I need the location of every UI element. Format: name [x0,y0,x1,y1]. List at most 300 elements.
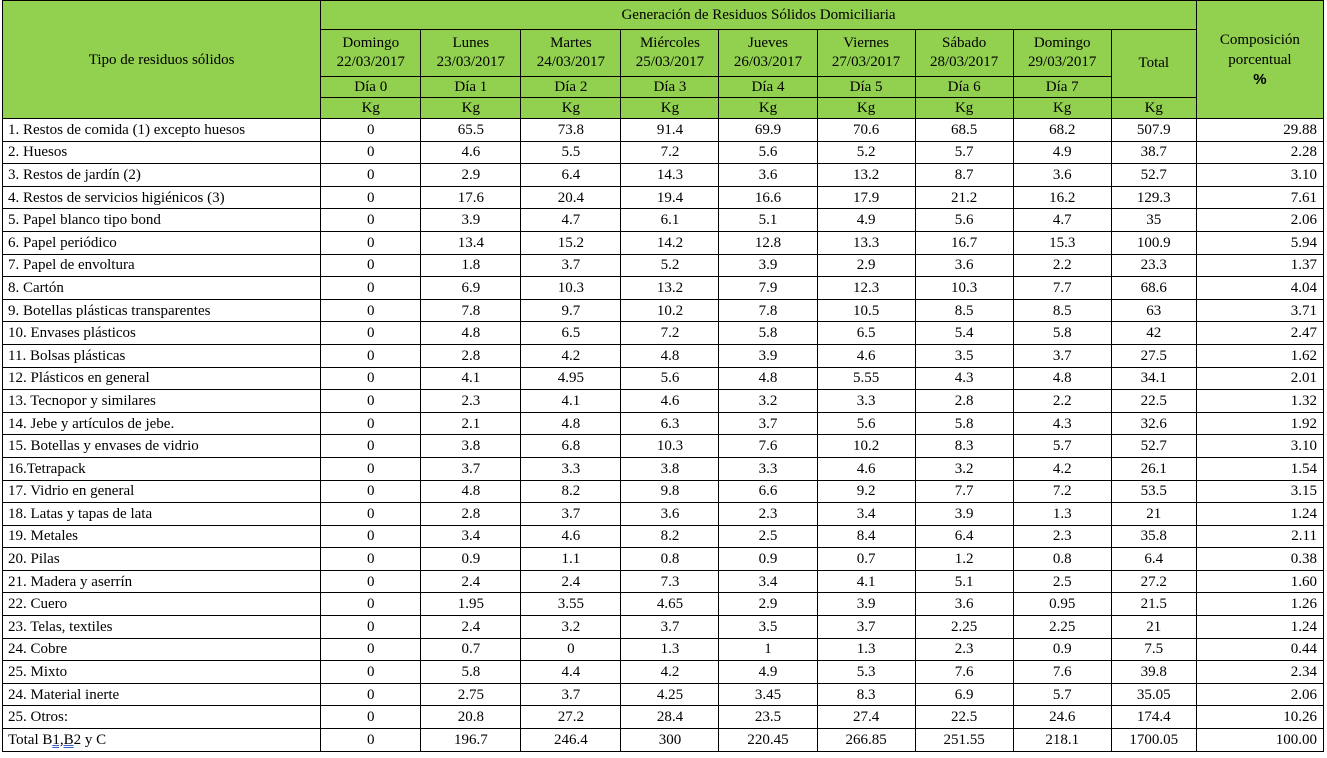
day-value: 16.2 [1013,186,1111,209]
day-value: 27.2 [521,706,621,729]
row-total: 26.1 [1111,457,1196,480]
row-percent: 2.28 [1196,141,1323,164]
day-value: 7.7 [1013,277,1111,300]
total-day-value: 251.55 [915,729,1013,752]
day-value: 13.2 [621,277,719,300]
day-value: 70.6 [817,119,915,142]
day-value: 20.8 [421,706,521,729]
day-value: 3.5 [719,616,817,639]
day-value: 19.4 [621,186,719,209]
day-value: 8.2 [621,525,719,548]
row-total: 21 [1111,616,1196,639]
row-total: 507.9 [1111,119,1196,142]
day-value: 9.7 [521,299,621,322]
waste-type: 20. Pilas [3,548,321,571]
composition-column-header [1196,1,1323,119]
day-value: 5.7 [915,141,1013,164]
day-value: 20.4 [521,186,621,209]
day-value: 4.8 [421,322,521,345]
table-row [3,525,1324,548]
day-value: 5.6 [915,209,1013,232]
day-value: 6.5 [521,322,621,345]
day-value: 0 [321,570,421,593]
day-label: Día 7 [1013,77,1111,98]
total-day-value: 300 [621,729,719,752]
day-value: 2.1 [421,412,521,435]
row-total: 22.5 [1111,390,1196,413]
day-value: 4.8 [621,344,719,367]
day-value: 5.3 [817,661,915,684]
day-header [321,30,421,77]
waste-type: 7. Papel de envoltura [3,254,321,277]
composition-line2: porcentual [1228,51,1292,68]
row-total: 52.7 [1111,435,1196,458]
unit-label: Kg [1111,98,1196,119]
day-value: 8.4 [817,525,915,548]
table-row [3,412,1324,435]
row-percent: 2.01 [1196,367,1323,390]
day-value: 2.4 [421,616,521,639]
row-percent: 10.26 [1196,706,1323,729]
day-value: 4.8 [1013,367,1111,390]
waste-type: 3. Restos de jardín (2) [3,164,321,187]
unit-label: Kg [817,98,915,119]
day-value: 6.5 [817,322,915,345]
day-value: 16.6 [719,186,817,209]
waste-type: 5. Papel blanco tipo bond [3,209,321,232]
day-value: 10.3 [621,435,719,458]
day-date: 26/03/2017 [733,54,803,70]
day-value: 7.3 [621,570,719,593]
unit-label: Kg [621,98,719,119]
table-row [3,570,1324,593]
day-value: 0 [321,435,421,458]
day-value: 0.8 [621,548,719,571]
total-day-value: 246.4 [521,729,621,752]
unit-label: Kg [521,98,621,119]
grand-total: 1700.05 [1111,729,1196,752]
day-value: 9.2 [817,480,915,503]
day-value: 4.65 [621,593,719,616]
day-value: 0 [321,322,421,345]
day-value: 3.55 [521,593,621,616]
day-value: 7.8 [719,299,817,322]
table-row [3,706,1324,729]
day-value: 3.9 [915,503,1013,526]
table-row [3,254,1324,277]
row-percent: 1.60 [1196,570,1323,593]
waste-type: 24. Material inerte [3,683,321,706]
day-name: Domingo [342,35,400,51]
day-header [421,30,521,77]
waste-type: 6. Papel periódico [3,231,321,254]
row-percent: 1.24 [1196,616,1323,639]
day-value: 3.9 [719,254,817,277]
row-percent: 1.32 [1196,390,1323,413]
day-value: 27.4 [817,706,915,729]
day-value: 16.7 [915,231,1013,254]
day-value: 4.95 [521,367,621,390]
day-value: 0.95 [1013,593,1111,616]
unit-label: Kg [719,98,817,119]
day-value: 2.2 [1013,390,1111,413]
day-value: 1.1 [521,548,621,571]
row-percent: 2.34 [1196,661,1323,684]
day-label: Día 2 [521,77,621,98]
day-value: 2.4 [521,570,621,593]
day-value: 3.6 [1013,164,1111,187]
day-name: Sábado [942,35,987,51]
day-value: 12.8 [719,231,817,254]
table-row [3,119,1324,142]
day-value: 8.3 [817,683,915,706]
day-value: 3.7 [421,457,521,480]
day-value: 3.4 [817,503,915,526]
row-total: 53.5 [1111,480,1196,503]
day-value: 3.7 [621,616,719,639]
day-value: 4.25 [621,683,719,706]
table-row [3,231,1324,254]
day-value: 2.25 [1013,616,1111,639]
day-value: 0 [321,254,421,277]
day-value: 3.7 [521,683,621,706]
day-value: 4.6 [421,141,521,164]
waste-type: 14. Jebe y artículos de jebe. [3,412,321,435]
table-row [3,683,1324,706]
table-row [3,390,1324,413]
row-total: 39.8 [1111,661,1196,684]
day-value: 4.8 [719,367,817,390]
day-value: 5.1 [915,570,1013,593]
table-row [3,435,1324,458]
day-value: 73.8 [521,119,621,142]
row-percent: 0.44 [1196,638,1323,661]
day-value: 3.4 [421,525,521,548]
row-percent: 3.71 [1196,299,1323,322]
grand-total-percent: 100.00 [1196,729,1323,752]
day-value: 13.4 [421,231,521,254]
row-total: 68.6 [1111,277,1196,300]
day-value: 5.1 [719,209,817,232]
waste-type: 22. Cuero [3,593,321,616]
row-percent: 1.62 [1196,344,1323,367]
day-value: 1 [719,638,817,661]
day-value: 1.8 [421,254,521,277]
day-value: 7.7 [915,480,1013,503]
day-value: 17.9 [817,186,915,209]
waste-generation-table [2,0,1324,752]
day-value: 3.8 [421,435,521,458]
day-value: 2.9 [817,254,915,277]
day-value: 0.9 [719,548,817,571]
row-total: 63 [1111,299,1196,322]
row-percent: 2.06 [1196,683,1323,706]
day-label: Día 4 [719,77,817,98]
row-percent: 2.06 [1196,209,1323,232]
day-value: 8.7 [915,164,1013,187]
day-value: 7.6 [915,661,1013,684]
day-value: 5.5 [521,141,621,164]
row-total: 129.3 [1111,186,1196,209]
table-row [3,480,1324,503]
day-value: 5.6 [621,367,719,390]
day-value: 23.5 [719,706,817,729]
day-name: Domingo [1033,35,1091,51]
day-value: 6.3 [621,412,719,435]
row-percent: 3.10 [1196,435,1323,458]
day-value: 7.9 [719,277,817,300]
row-total: 38.7 [1111,141,1196,164]
row-percent: 5.94 [1196,231,1323,254]
day-value: 0 [321,683,421,706]
day-value: 3.6 [915,254,1013,277]
day-value: 4.6 [621,390,719,413]
unit-label: Kg [1013,98,1111,119]
day-value: 7.2 [1013,480,1111,503]
day-value: 13.3 [817,231,915,254]
day-value: 2.4 [421,570,521,593]
total-day-value: 220.45 [719,729,817,752]
day-value: 4.2 [521,344,621,367]
day-value: 5.8 [915,412,1013,435]
table-row [3,277,1324,300]
waste-type: 18. Latas y tapas de lata [3,503,321,526]
waste-type: 25. Otros: [3,706,321,729]
day-value: 5.2 [817,141,915,164]
day-value: 5.2 [621,254,719,277]
day-value: 10.5 [817,299,915,322]
day-value: 3.2 [915,457,1013,480]
day-value: 0 [321,277,421,300]
table-row [3,661,1324,684]
day-value: 4.3 [915,367,1013,390]
day-header [1013,30,1111,77]
day-value: 7.2 [621,141,719,164]
day-value: 3.4 [719,570,817,593]
day-label: Día 5 [817,77,915,98]
waste-type: 13. Tecnopor y similares [3,390,321,413]
day-value: 10.3 [915,277,1013,300]
row-total: 23.3 [1111,254,1196,277]
day-value: 10.2 [621,299,719,322]
waste-type: 10. Envases plásticos [3,322,321,345]
waste-type: 2. Huesos [3,141,321,164]
day-date: 22/03/2017 [336,54,405,70]
day-value: 14.2 [621,231,719,254]
day-name: Lunes [452,35,490,51]
row-percent: 29.88 [1196,119,1323,142]
row-percent: 1.92 [1196,412,1323,435]
day-header [621,30,719,77]
day-value: 4.8 [521,412,621,435]
day-value: 3.3 [521,457,621,480]
day-value: 1.3 [621,638,719,661]
row-total: 42 [1111,322,1196,345]
waste-type: 9. Botellas plásticas transparentes [3,299,321,322]
waste-type: 19. Metales [3,525,321,548]
day-value: 13.2 [817,164,915,187]
waste-type: 12. Plásticos en general [3,367,321,390]
day-value: 4.6 [521,525,621,548]
day-value: 24.6 [1013,706,1111,729]
day-value: 3.2 [719,390,817,413]
row-percent: 3.15 [1196,480,1323,503]
day-value: 17.6 [421,186,521,209]
day-value: 3.3 [817,390,915,413]
day-value: 3.7 [1013,344,1111,367]
total-label-link: 1,B [52,731,74,748]
day-value: 0 [321,706,421,729]
day-value: 3.7 [521,503,621,526]
day-date: 29/03/2017 [1028,54,1097,70]
waste-type: 16.Tetrapack [3,457,321,480]
day-value: 4.1 [421,367,521,390]
day-value: 0 [321,299,421,322]
day-value: 6.1 [621,209,719,232]
row-total: 35.8 [1111,525,1196,548]
day-value: 68.5 [915,119,1013,142]
table-row [3,638,1324,661]
day-value: 2.8 [915,390,1013,413]
total-column-header: Total [1111,30,1196,98]
day-value: 28.4 [621,706,719,729]
day-value: 0 [321,503,421,526]
day-value: 15.2 [521,231,621,254]
day-value: 5.55 [817,367,915,390]
day-value: 0.9 [1013,638,1111,661]
table-header [3,1,1324,119]
row-total: 35.05 [1111,683,1196,706]
type-column-header: Tipo de residuos sólidos [3,1,321,119]
day-label: Día 1 [421,77,521,98]
unit-label: Kg [321,98,421,119]
day-value: 0 [321,480,421,503]
day-value: 4.4 [521,661,621,684]
day-value: 0 [321,616,421,639]
day-value: 14.3 [621,164,719,187]
day-value: 6.9 [915,683,1013,706]
day-value: 6.6 [719,480,817,503]
day-date: 27/03/2017 [831,54,901,70]
total-day-value: 196.7 [421,729,521,752]
day-value: 0 [321,209,421,232]
row-total: 32.6 [1111,412,1196,435]
day-value: 2.75 [421,683,521,706]
day-value: 4.8 [421,480,521,503]
table-row [3,593,1324,616]
group-title: Generación de Residuos Sólidos Domiciliaria [321,1,1197,30]
day-value: 0 [321,638,421,661]
day-value: 2.2 [1013,254,1111,277]
day-value: 0 [321,412,421,435]
day-value: 5.7 [1013,435,1111,458]
unit-label: Kg [421,98,521,119]
percent-symbol: % [1253,70,1267,88]
day-value: 8.3 [915,435,1013,458]
day-value: 12.3 [817,277,915,300]
day-value: 4.7 [521,209,621,232]
day-value: 3.7 [817,616,915,639]
waste-type: 1. Restos de comida (1) excepto huesos [3,119,321,142]
day-value: 2.8 [421,344,521,367]
row-total: 6.4 [1111,548,1196,571]
day-value: 5.8 [1013,322,1111,345]
table-row [3,186,1324,209]
day-date: 28/03/2017 [929,54,999,70]
day-header [915,30,1013,77]
day-value: 3.6 [719,164,817,187]
day-value: 4.9 [719,661,817,684]
waste-type: 17. Vidrio en general [3,480,321,503]
row-percent: 1.26 [1196,593,1323,616]
table-body [3,119,1324,729]
day-name: Martes [550,35,592,51]
day-value: 3.6 [915,593,1013,616]
total-row [3,729,1324,752]
row-total: 27.2 [1111,570,1196,593]
total-label-suffix: 2 y C [73,731,107,748]
table-row [3,164,1324,187]
day-name: Jueves [748,35,789,51]
day-value: 7.6 [1013,661,1111,684]
day-value: 0 [321,390,421,413]
day-value: 21.2 [915,186,1013,209]
row-percent: 1.54 [1196,457,1323,480]
row-total: 100.9 [1111,231,1196,254]
day-value: 6.4 [521,164,621,187]
day-value: 3.45 [719,683,817,706]
day-value: 1.2 [915,548,1013,571]
day-value: 69.9 [719,119,817,142]
day-value: 4.1 [521,390,621,413]
day-value: 5.6 [817,412,915,435]
day-value: 15.3 [1013,231,1111,254]
day-value: 3.8 [621,457,719,480]
day-value: 4.1 [817,570,915,593]
day-value: 4.9 [817,209,915,232]
day-value: 6.4 [915,525,1013,548]
day-value: 4.3 [1013,412,1111,435]
day-value: 3.6 [621,503,719,526]
row-total: 7.5 [1111,638,1196,661]
waste-type: 11. Bolsas plásticas [3,344,321,367]
day-value: 0 [321,164,421,187]
waste-type: 15. Botellas y envases de vidrio [3,435,321,458]
table-row [3,209,1324,232]
day-value: 0 [321,186,421,209]
day-value: 3.9 [817,593,915,616]
day-value: 3.9 [421,209,521,232]
day-value: 2.9 [421,164,521,187]
total-day-value: 218.1 [1013,729,1111,752]
day-value: 10.2 [817,435,915,458]
waste-type: 23. Telas, textiles [3,616,321,639]
day-value: 0 [321,141,421,164]
day-value: 0 [321,119,421,142]
total-day-value: 266.85 [817,729,915,752]
day-value: 2.5 [1013,570,1111,593]
day-header [521,30,621,77]
day-value: 3.7 [719,412,817,435]
day-header [817,30,915,77]
day-value: 2.3 [421,390,521,413]
day-value: 4.7 [1013,209,1111,232]
row-total: 21 [1111,503,1196,526]
day-value: 0 [321,661,421,684]
day-value: 68.2 [1013,119,1111,142]
unit-label: Kg [915,98,1013,119]
row-total: 35 [1111,209,1196,232]
